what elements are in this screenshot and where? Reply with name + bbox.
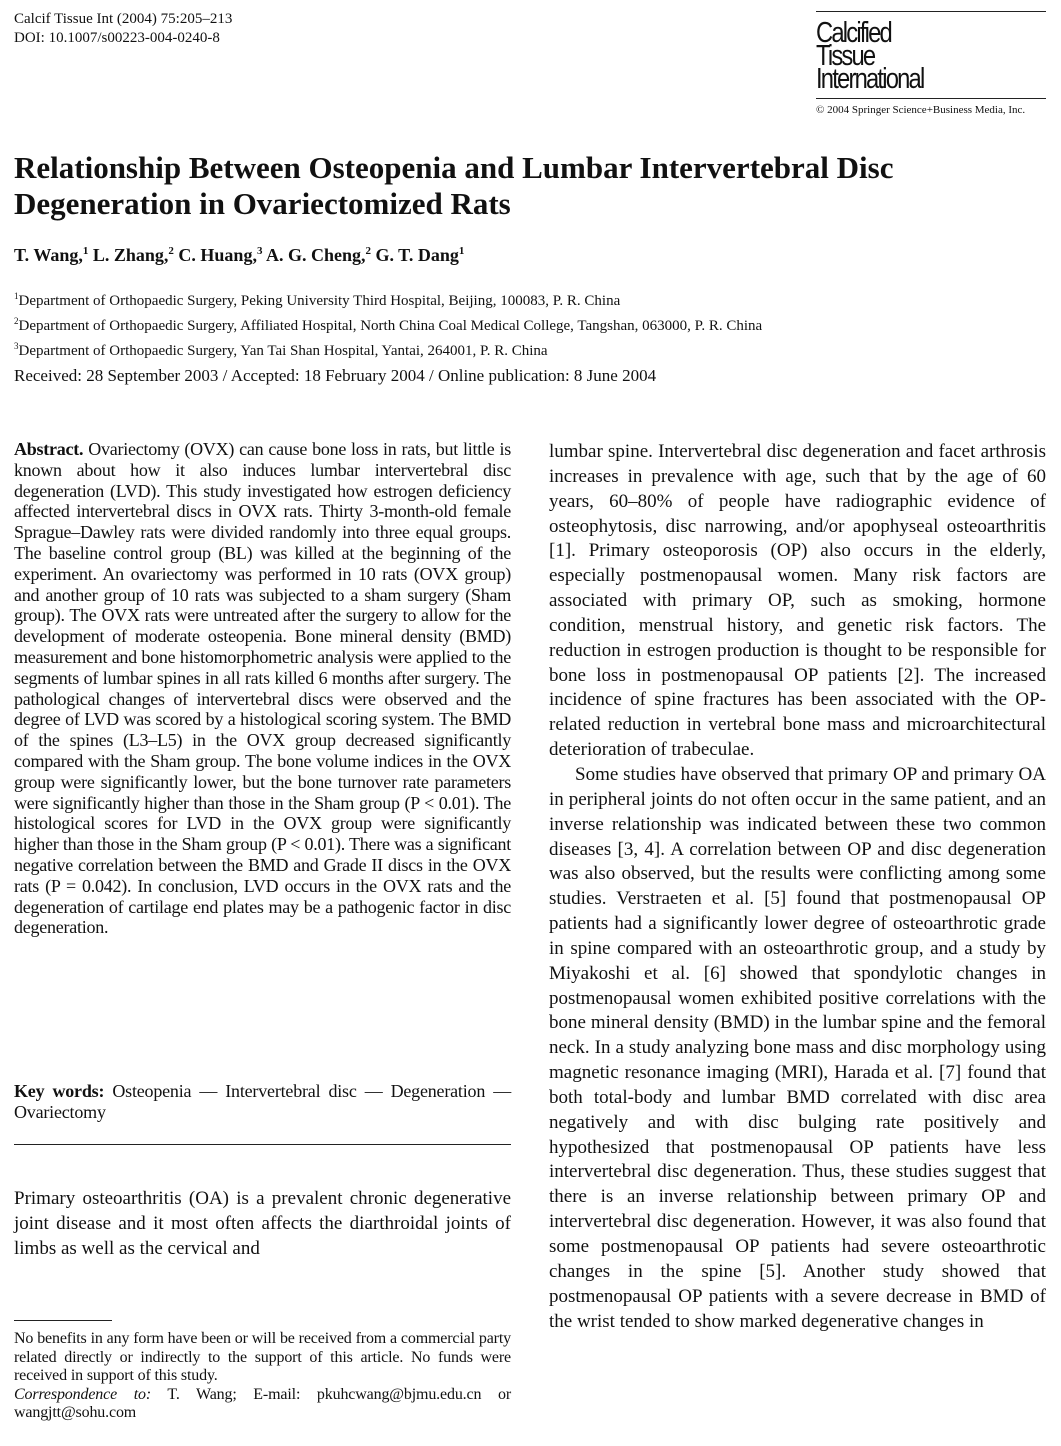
affiliation: $^3$Department of Orthopaedic Surgery, Yan Tai Shan Hospital, Yantai, 264001, P. R. China: [14, 341, 548, 359]
logo-line-1: Calcified: [816, 17, 891, 49]
citation: Calcif Tissue Int (2004) 75:205–213: [14, 11, 233, 27]
title-line-1: Relationship Between Osteopenia and Lumbar Intervertebral Disc: [14, 150, 894, 185]
author: L. Zhang,$^2$: [92, 245, 174, 265]
abstract-label: Abstract.: [14, 439, 84, 459]
right-column-body: [549, 440, 1046, 1334]
logo-bottom-rule: [816, 98, 1046, 99]
keywords-text: Osteopenia — Intervertebral disc — Degeneration — Ovariectomy: [14, 1081, 511, 1122]
affiliations: [14, 286, 762, 361]
author: G. T. Dang$^1$: [375, 245, 465, 265]
article-title: [14, 150, 1014, 222]
doi: DOI: 10.1007/s00223-004-0240-8: [14, 30, 220, 46]
keywords-rule: [14, 1144, 511, 1145]
logo-line-2: Tissue: [816, 40, 875, 72]
citation-header: [14, 10, 232, 48]
keywords-label: Key words:: [14, 1081, 105, 1101]
logo-top-rule: [816, 11, 1046, 12]
author: T. Wang,$^1$: [14, 245, 89, 265]
affiliation: $^1$Department of Orthopaedic Surgery, Peking University Third Hospital, Beijing, 100083, P. R. China: [14, 291, 621, 309]
affiliation: $^2$Department of Orthopaedic Surgery, Affiliated Hospital, North China Coal Medical College, Tangshan, 063000, P. R. China: [14, 316, 763, 334]
abstract: [14, 439, 511, 938]
author: C. Huang,$^3$: [178, 245, 263, 265]
footnote-rule: [14, 1320, 112, 1321]
intro-paragraph-start: Primary osteoarthritis (OA) is a prevalent chronic degenerative joint disease and it most often affects the diarthroidal joints of limbs as well as the cervical and: [14, 1188, 511, 1259]
abstract-text: Ovariectomy (OVX) can cause bone loss in rats, but little is known about how it also induces lumbar intervertebral disc degeneration (LVD). This study investigated how estrogen deficiency affected intervertebral discs in OVX rats. Thirty 3-month-old female Sprague–Dawley rats were divided randomly into three equal groups. The baseline control group (BL) was killed at the beginning of the experiment. An ovariectomy was performed in 10 rats (OVX group) and another group of 10 rats was subjected to a sham surgery (Sham group). The OVX rats were untreated after the surgery to allow for the development of moderate osteopenia. Bone mineral density (BMD) measurement and bone histomorphometric analysis were applied to the segments of lumbar spines in all rats killed 6 months after surgery. The pathological changes of intervertebral discs were observed and the degree of LVD was scored by a histological scoring system. The BMD of the spines (L3–L5) in the OVX group decreased significantly compared with the Sham group. The bone volume indices in the OVX group were significantly lower, but the bone turnover rate parameters were significantly higher than those in the Sham group (P < 0.01). The histological scores for LVD in the OVX group were significantly higher than those in the Sham group (P < 0.01). There was a significant negative correlation between the BMD and Grade II discs in the OVX rats (P = 0.042). In conclusion, LVD occurs in the OVX rats and the degeneration of cartilage end plates may be a pathogenic factor in disc degeneration.: [14, 439, 511, 938]
author-list: [14, 245, 464, 266]
author: A. G. Cheng,$^2$: [265, 245, 371, 265]
body-paragraph-1: lumbar spine. Intervertebral disc degeneration and facet arthrosis increases in prevalence with age, such that by the age of 60 years, 60–80% of people have radiographic evidence of osteophytosis, disc narrowing, and/or apophyseal osteoarthritis [1]. Primary osteoporosis (OP) also occurs in the elderly, especially postmenopausal women. Many risk factors are associated with primary OP, such as smoking, hormone condition, menstrual history, and genetic risk factors. The reduction in estrogen production is thought to be responsible for bone loss in postmenopausal OP patients [2]. The increased incidence of spine fractures has been associated with the OP-related reduction in vertebral bone mass and microarchitectural deterioration of trabeculae.: [549, 441, 1046, 761]
keywords: [14, 1081, 511, 1123]
journal-logo: [816, 17, 926, 95]
funding-note: No benefits in any form have been or will be received from a commercial party related directly or indirectly to the support of this article. No funds were received in support of this study.: [14, 1330, 511, 1384]
logo-line-3: International: [816, 63, 924, 95]
body-paragraph-2: Some studies have observed that primary OP and primary OA in peripheral joints do not often occur in the same patient, and an inverse relationship was indicated between these two common diseases [3, 4]. A correlation between OP and disc degeneration was also observed, but the results were conflicting among some studies. Verstraeten et al. [5] found that postmenopausal OP patients had a significantly lower degree of osteoarthrotic grade in spine compared with an osteoarthrotic group, and a study by Miyakoshi et al. [6] showed that spondylotic changes in postmenopausal women exhibited positive correlations with the bone mineral density (BMD) in the lumbar spine and the femoral neck. In a study analyzing bone mass and disc morphology using magnetic resonance imaging (MRI), Harada et al. [7] found that both total-body and lumbar BMD correlated with disc area negatively and with disc bulging rate positively and hypothesized that postmenopausal OP patients have less intervertebral disc degeneration. Thus, these studies suggest that there is an inverse relationship between primary OP and intervertebral disc degeneration. However, it was also found that some postmenopausal OP patients had severe osteoarthrotic changes in the spine [5]. Another study showed that postmenopausal OP patients with a severe decrease in BMD of the wrist tended to show marked degenerative changes in: [549, 763, 1046, 1332]
publication-dates: Received: 28 September 2003 / Accepted: 18 February 2004 / Online publication: 8 June 2004: [14, 366, 657, 385]
correspondence: [14, 1386, 511, 1423]
footnote: [14, 1330, 511, 1423]
correspondence-label: Correspondence to:: [14, 1385, 152, 1403]
copyright: © 2004 Springer Science+Business Media, Inc.: [816, 104, 1026, 116]
correspondence-text: T. Wang; E-mail: pkuhcwang@bjmu.edu.cn or wangjtt@sohu.com: [14, 1385, 511, 1421]
title-line-2: Degeneration in Ovariectomized Rats: [14, 186, 511, 221]
